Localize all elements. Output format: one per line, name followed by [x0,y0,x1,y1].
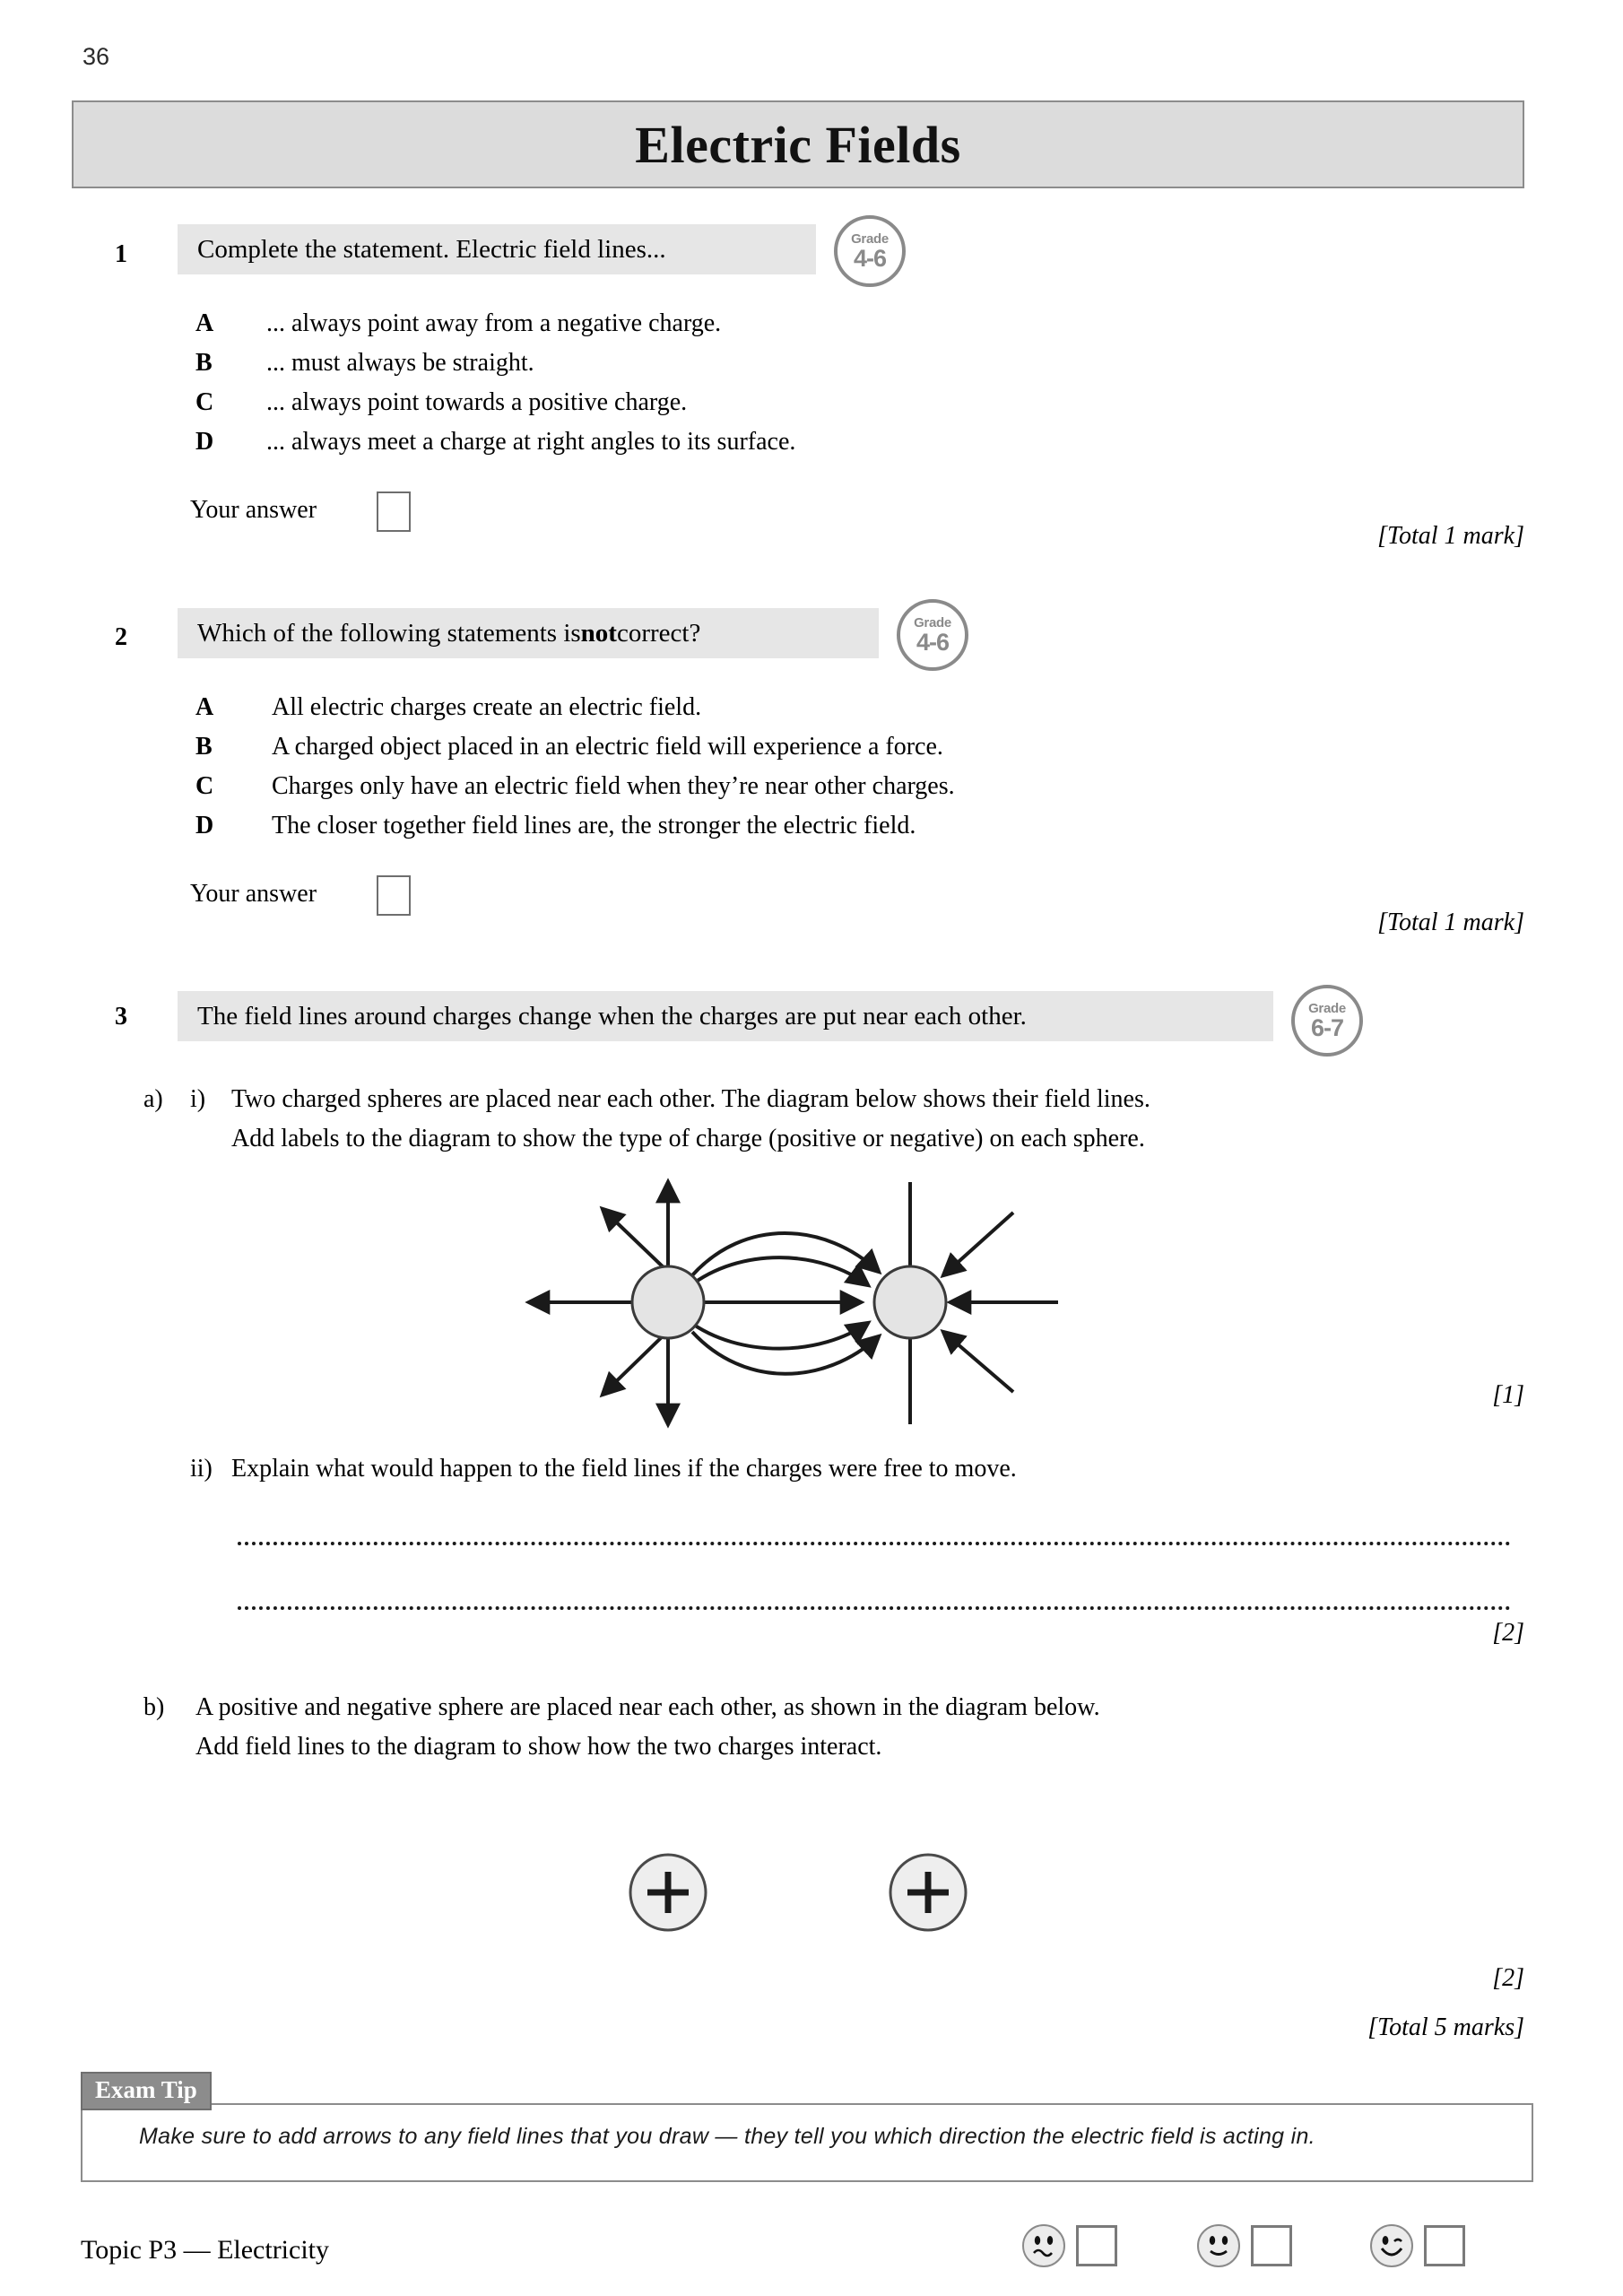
confident-checkbox[interactable] [1424,2225,1465,2266]
q1-option-a-text: ... always point away from a negative charge. [266,309,722,337]
grade-word: Grade [1308,1000,1346,1016]
neutral-smile-face-icon [1197,2224,1240,2267]
q2-option-c-text: Charges only have an electric field when they’re near other charges. [272,772,955,800]
winking-happy-face-icon [1370,2224,1413,2267]
q3-part-b-label: b) [143,1693,165,1721]
self-rating-ok[interactable] [1197,2224,1292,2267]
q1-option-d-text: ... always meet a charge at right angles to its surface. [266,428,796,456]
answer-line-2[interactable] [238,1603,1511,1610]
page-title: Electric Fields [635,115,961,174]
charge-pair-diagram [610,1843,986,1942]
left-charged-sphere [632,1266,704,1338]
q1-option-d-letter: D [195,428,214,456]
right-charged-sphere [874,1266,946,1338]
q3-part-a-i-label: i) [190,1085,206,1113]
q2-option-c-letter: C [195,772,214,800]
unsure-face-icon [1022,2224,1065,2267]
q3-part-a-i-line2: Add labels to the diagram to show the type of charge (positive or negative) on each sphere. [231,1125,1145,1152]
question-1-number: 1 [115,240,127,268]
q3-part-a-ii-text: Explain what would happen to the field lines if the charges were free to move. [231,1455,1017,1483]
grade-badge-q3 [1291,985,1363,1057]
grade-range: 4-6 [853,244,887,272]
q2-option-a-letter: A [195,693,214,721]
q3-a-ii-mark: [2] [1492,1619,1524,1647]
unsure-checkbox[interactable] [1076,2225,1117,2266]
q2-option-b-letter: B [195,733,213,761]
q1-option-c-letter: C [195,388,214,416]
self-rating-confident[interactable] [1370,2224,1465,2267]
q2-total-mark: [Total 1 mark] [1377,909,1524,936]
page-number: 36 [82,43,110,70]
q2-option-d-text: The closer together field lines are, the stronger the electric field. [272,812,916,839]
q2-answer-box[interactable] [377,875,411,916]
question-1-stem-bar [178,224,816,274]
q1-total-mark: [Total 1 mark] [1377,522,1524,550]
question-2-stem-bold: not [580,618,617,648]
q2-option-a-text: All electric charges create an electric field. [272,693,702,721]
q3-b-mark: [2] [1492,1964,1524,1992]
exam-tip-text: Make sure to add arrows to any field lines that you draw — they tell you which direction the electric field is acting in. [139,2124,1315,2149]
q3-total-mark: [Total 5 marks] [1367,2013,1524,2041]
field-lines-diagram [502,1166,1076,1435]
question-2-stem-post: correct? [616,618,701,648]
q3-a-i-mark: [1] [1492,1381,1524,1409]
q3-part-b-line1: A positive and negative sphere are placed near each other, as shown in the diagram below. [195,1693,1100,1721]
answer-line-1[interactable] [238,1538,1511,1545]
grade-word: Grade [851,230,889,247]
q3-part-b-line2: Add field lines to the diagram to show how the two charges interact. [195,1733,882,1761]
q3-part-a-label: a) [143,1085,163,1113]
self-rating-unsure[interactable] [1022,2224,1117,2267]
q1-option-a-letter: A [195,309,214,337]
question-3-stem-bar [178,991,1273,1041]
question-3-number: 3 [115,1003,127,1031]
question-1-stem: Complete the statement. Electric field lines... [197,234,666,264]
q2-option-b-text: A charged object placed in an electric field will experience a force. [272,733,943,761]
q3-part-a-ii-label: ii) [190,1455,213,1483]
q1-option-b-letter: B [195,349,213,377]
q3-part-a-i-line1: Two charged spheres are placed near each other. The diagram below shows their field lines. [231,1085,1150,1113]
question-2-stem-pre: Which of the following statements is [197,618,581,648]
q1-answer-box[interactable] [377,491,411,532]
q2-your-answer-label: Your answer [190,880,317,908]
ok-checkbox[interactable] [1251,2225,1292,2266]
question-3-stem: The field lines around charges change when the charges are put near each other. [197,1001,1027,1031]
footer-topic: Topic P3 — Electricity [81,2235,330,2265]
grade-range: 6-7 [1310,1013,1344,1041]
question-2-number: 2 [115,623,127,651]
grade-badge-q1 [834,215,906,287]
question-2-stem-bar [178,608,879,658]
q1-option-c-text: ... always point towards a positive charge. [266,388,688,416]
grade-word: Grade [914,614,951,631]
grade-range: 4-6 [916,628,950,656]
q1-your-answer-label: Your answer [190,496,317,524]
q1-option-b-text: ... must always be straight. [266,349,534,377]
grade-badge-q2 [897,599,968,671]
page-title-bar [72,100,1524,188]
q2-option-d-letter: D [195,812,214,839]
exam-tip-label: Exam Tip [81,2072,212,2110]
